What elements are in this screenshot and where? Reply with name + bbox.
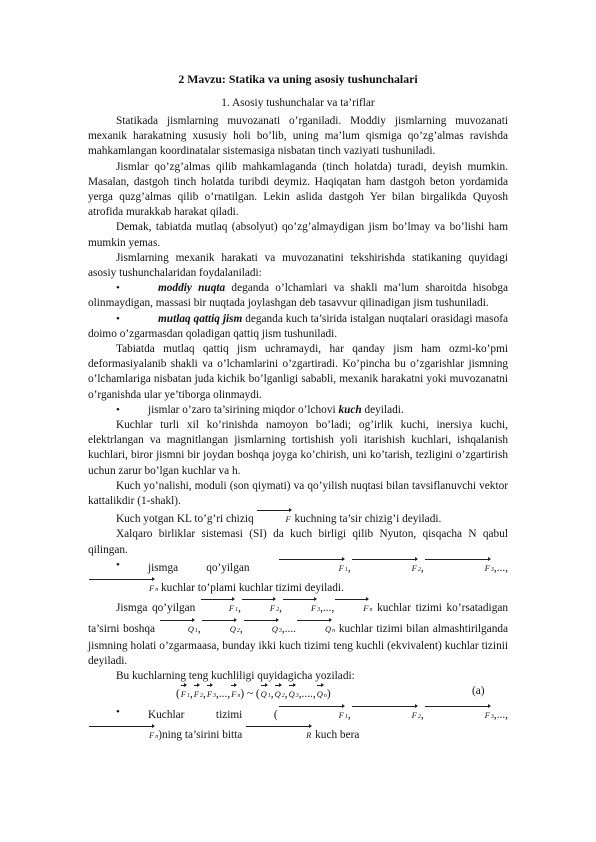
force-list-f: F1, F2, F3,...,Fn	[88, 709, 508, 741]
term-rigid-body: mutlaq qattiq jism	[158, 312, 243, 325]
term-force: kuch	[338, 403, 362, 416]
formula-label: (a)	[472, 685, 485, 698]
vector-r-symbol: R	[246, 725, 311, 743]
equivalence-formula: (F1,F2,F3,...,Fn) ~ (Q1,Q2,Q3,....,Qn) (a)	[88, 684, 508, 704]
paragraph-equivalent-systems: Jismga qo’yilgan F1, F2, F3,..., Fn kuchlar tizimi ko’rsatadigan ta’sirni boshqa Q1, Q2, Q3,.... Qn kuchlar tizimi bilan almashtirilganda jismning holati o’zgarmaasa, bunday ikki kuch tizimi teng kuchli (ekvivalent) kuchlar tizinii deyiladi.	[88, 598, 508, 669]
bullet-text: deyiladi.	[361, 403, 404, 416]
bullet-icon: •	[116, 282, 120, 295]
force-list-f: F1, F2, F3,...,Fn	[88, 562, 508, 594]
paragraph-absolute-rest: Demak, tabiatda mutlaq (absolyut) qo’zg’almaydigan jism bo’lmay va bo’lishi ham mumkin yemas.	[88, 221, 508, 249]
paragraph-statics-intro: Statikada jismlarning muvozanati o’rganiladi. Moddiy jismlarning muvozanati mexanik harakatning xususiy holi bo’lib, uning ma’lum qismiga qo’zg’almas ravishda mahkamlangan koordinatalar sistemasiga nisbatan tinch vaziyati tushuniladi.	[88, 115, 508, 158]
bullet-resultant: • Kuchlar tizimi ( F1, F2, F3,...,Fn)ning ta’sirini bitta R kuch bera	[88, 705, 508, 745]
paragraph-notation: Bu kuchlarning teng kuchliligi quyidagicha yoziladi:	[116, 670, 355, 683]
paragraph-si-units: Xalqaro birliklar sistemasi (SI) da kuch birligi qilib Nyuton, qisqacha N qabul qilingan.	[88, 528, 508, 556]
force-list-q: Q1, Q2, Q3,.... Qn	[159, 623, 335, 635]
bullet-force-system: • jismga qo’yilgan F1, F2, F3,...,Fn kuchlar to’plami kuchlar tizimi deyiladi.	[88, 558, 508, 598]
paragraph-force-vector: Kuch yo’nalishi, moduli (son qiymati) va qo’yilish nuqtasi bilan tavsiflanuvchi vektor kattalikdir (1-shakl).	[88, 479, 508, 508]
bullet-material-point	[88, 281, 508, 311]
paragraph-line-of-action: Kuch yotgan KL to’g’ri chiziq F kuchning ta’sir chizig’i deyiladi.	[88, 509, 508, 527]
force-list-f: F1, F2, F3,..., Fn	[200, 602, 373, 614]
paragraph-deformation: Tabiatda mutlaq qattiq jism uchramaydi, har qanday jism ham ozmi-ko’pmi deformasiyalanib shakli va o’lchamlarini o’zgartiradi. Ko’pincha bu o’zgarishlar jismning o’lchamlariga nisbatan juda kichik bo’lganligi sababli, mexanik harakatni yoki muvozanatni o’rganishda ular ye’tiborga olinmaydi.	[88, 343, 508, 401]
bullet-icon: •	[116, 312, 120, 325]
bullet-icon: •	[116, 705, 120, 718]
bullet-icon: •	[116, 558, 120, 571]
page-title: 2 Mavzu: Statika va uning asosiy tushunchalari	[178, 72, 418, 86]
vector-f-symbol: F	[257, 509, 290, 527]
document-body	[88, 72, 508, 745]
bullet-force	[88, 403, 508, 418]
paragraph-basic-concepts: Jismlarning mexanik harakati va muvozanatini tekshirishda statikaning quyidagi asosiy tushunchalaridan foydalaniladi:	[88, 251, 508, 280]
paragraph-force-kinds: Kuchlar turli xil ko’rinishda namoyon bo’ladi; og’irlik kuchi, inersiya kuchi, elektrlangan va magnitlangan jismlarning tortishish yoli itarishish kuchlari, ishqalanish kuchlari, biror jismni bir joydan boshqa joyga ko’chirish, uni ko’tarish, tezligini o’zgartirish uchun zarur bo’lgan kuchlar va h.	[88, 419, 508, 477]
bullet-text: jismlar o’zaro ta’sirining miqdor o’lchovi	[148, 403, 339, 416]
section-heading: 1. Asosiy tushunchalar va ta’riflar	[221, 97, 375, 109]
bullet-text: deganda o’lchamlari va shakli ma’lum sharoitda hisobga olinmaydigan, massasi bir nuqtada joylashgan deb tasavvur qilinadigan jism tushuniladi.	[88, 282, 508, 310]
paragraph-fixed-bodies: Jismlar qo’zg’almas qilib mahkamlaganda (tinch holatda) turadi, deyish mumkin. Masalan, dastgoh tinch holatda turibdi deymiz. Haqiqatan ham dastgoh beton yordamida yerga quzg’almas qilib o’rnatilgan. Lekin aslida dastgoh Yer bilan birgalikda Quyosh atrofida murakkab harakat qiladi.	[88, 160, 508, 219]
bullet-rigid-body	[88, 312, 508, 342]
bullet-icon: •	[116, 403, 120, 416]
term-material-point: moddiy nuqta	[158, 282, 226, 295]
bullet-text: deganda kuch ta’sirida istalgan nuqtalari orasidagi masofa doimo o’zgarmasdan qoladigan qattiq jism tushuniladi.	[88, 312, 508, 340]
